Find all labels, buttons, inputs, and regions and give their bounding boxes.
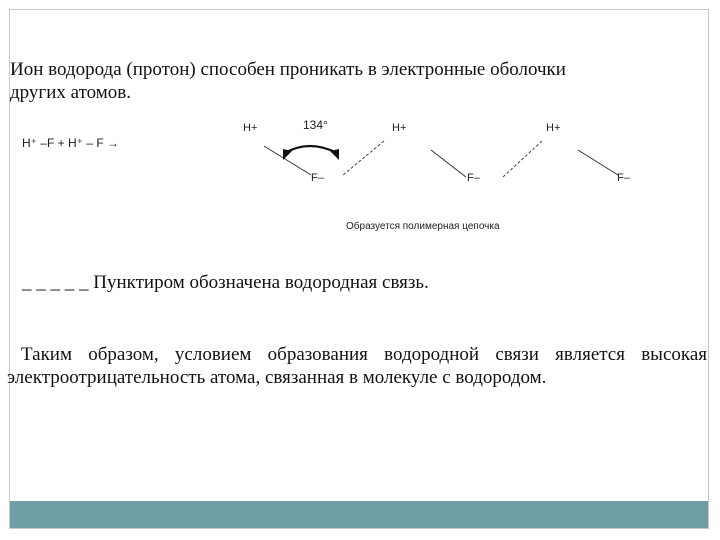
legend-line [22,271,429,294]
hydrogen-bond-line [503,141,542,177]
fluorine-label: F– [467,172,480,184]
hydrogen-label: H+ [392,122,407,134]
reaction-formula: H⁺ –F + H⁺ – F → [22,136,120,150]
bond-angle-label: 134° [303,118,328,132]
fluorine-label: F– [311,172,324,184]
intro-line-1: Ион водорода (протон) способен проникать в электронные оболочки [10,59,566,80]
legend-dashes: _ _ _ _ _ [22,272,89,293]
hydrogen-bond-line [343,141,384,175]
intro-line-2: других атомов. [10,82,132,103]
angle-arc [285,146,337,153]
hydrogen-label: H+ [546,122,561,134]
diagram-caption: Образуется полимерная цепочка [346,221,500,232]
covalent-bond-line [578,150,618,175]
hydrogen-label: H+ [243,122,258,134]
legend-text: Пунктиром обозначена водородная связь. [93,272,429,293]
conclusion-paragraph [7,343,707,389]
conclusion-text: Таким образом, условием образования водородной связи является высокая электроотрицательность атома, связанная в молекуле с водородом. [7,344,707,388]
fluorine-label: F– [617,172,630,184]
covalent-bond-line [431,150,466,177]
